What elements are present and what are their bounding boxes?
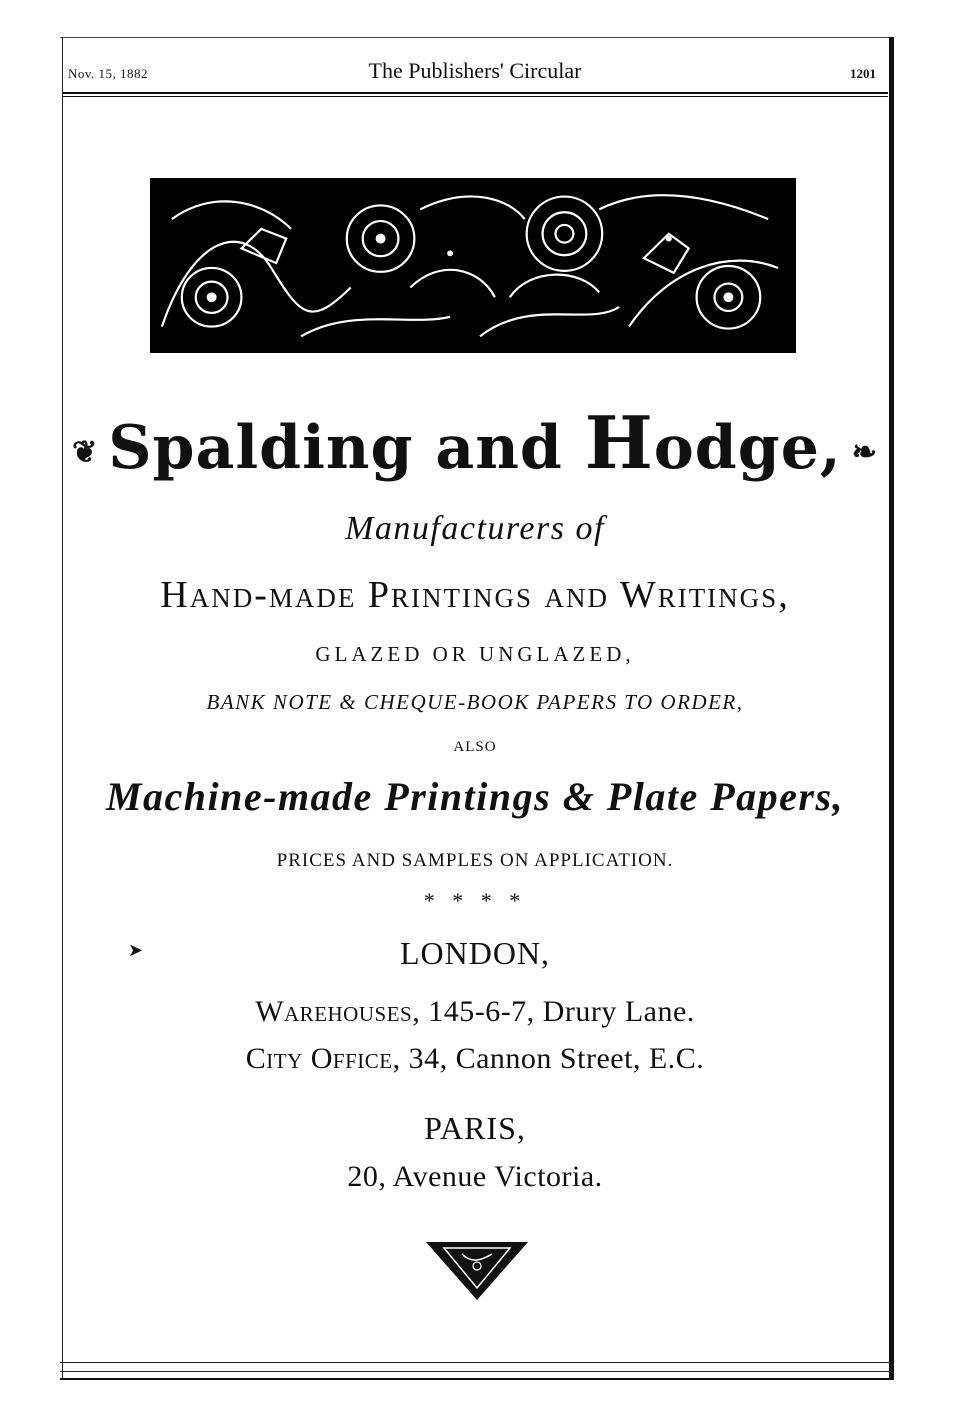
page-number: 1201 (850, 66, 876, 81)
products-heading: Hand-made Printings and Writings, (160, 574, 790, 616)
left-fleuron-icon: ❦ (72, 435, 99, 470)
also-line: ALSO (453, 739, 497, 755)
right-fleuron-icon: ❧ (851, 435, 878, 470)
city-office-label: City Office, (245, 1042, 401, 1075)
journal-title: The Publishers' Circular (368, 58, 582, 83)
bank-note-line: BANK NOTE & CHEQUE-BOOK PAPERS TO ORDER, (206, 690, 744, 714)
star-divider: * * * * (423, 888, 527, 913)
triangle-tailpiece-ornament (424, 1240, 530, 1302)
city-office-street: 34, Cannon Street, E.C. (408, 1042, 705, 1075)
london-heading: LONDON, (399, 935, 551, 971)
decorative-banner-engraving (150, 178, 796, 353)
issue-date: Nov. 15, 1882 (68, 66, 149, 81)
warehouses-label: Warehouses, (255, 995, 421, 1028)
paris-address: 20, Avenue Victoria. (347, 1160, 603, 1193)
running-header (62, 58, 888, 90)
glazed-line: GLAZED OR UNGLAZED, (315, 642, 635, 666)
firm-name-part2: odge, (653, 413, 842, 483)
city-office-address (62, 1042, 888, 1076)
bottom-border-rule (60, 1362, 892, 1380)
pointer-mark-icon: ➤ (128, 940, 144, 960)
firm-name (62, 400, 888, 485)
prices-line: PRICES AND SAMPLES ON APPLICATION. (276, 850, 674, 871)
header-double-rule (62, 92, 888, 97)
firm-name-initial: H (584, 400, 654, 485)
machine-made-heading: Machine-made Printings & Plate Papers, (105, 774, 845, 819)
firm-name-part1: Spalding and (108, 413, 563, 483)
warehouses-address (62, 995, 888, 1029)
paris-heading: PARIS, (424, 1110, 526, 1146)
manufacturers-of: Manufacturers of (345, 510, 605, 547)
warehouses-street: 145-6-7, Drury Lane. (428, 995, 695, 1028)
